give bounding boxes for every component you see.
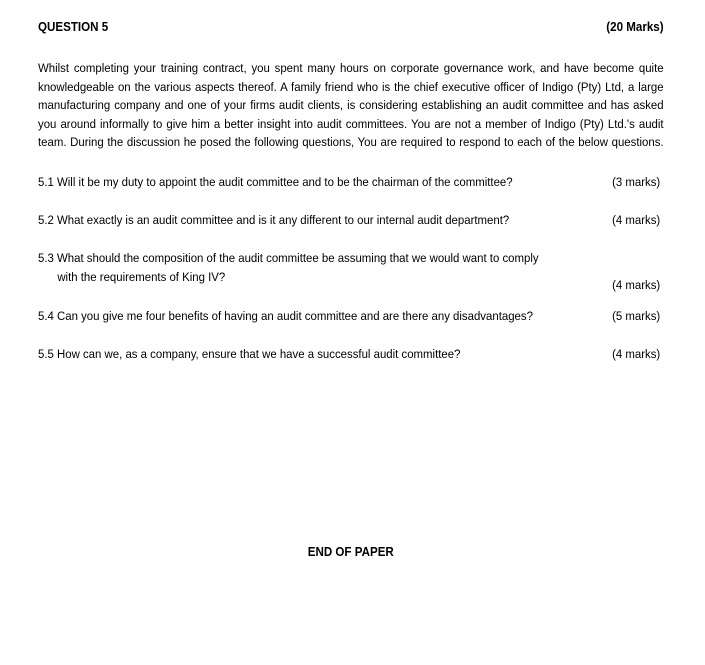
subquestion-5-4	[38, 307, 664, 326]
subquestion-text: 5.4 Can you give me four benefits of having an audit committee and are there any disadvantages?	[38, 309, 533, 323]
exam-page	[38, 0, 664, 665]
subquestion-marks: (3 marks)	[612, 175, 661, 189]
scenario-line: team. During the discussion he posed the following questions, You are required to respond to each of the below questions.	[38, 135, 664, 150]
subquestion-5-3	[38, 249, 664, 292]
subquestion-marks: (4 marks)	[612, 347, 661, 361]
subquestion-continuation: with the requirements of King IV?	[57, 269, 226, 284]
subquestion-5-2	[38, 211, 664, 230]
subquestion-text: 5.2 What exactly is an audit committee and is it any different to our internal audit department?	[38, 213, 510, 227]
question-title: QUESTION 5	[38, 20, 109, 34]
end-of-paper	[38, 545, 664, 559]
scenario-paragraph	[38, 59, 664, 152]
subquestion-text: 5.5 How can we, as a company, ensure that we have a successful audit committee?	[38, 347, 461, 361]
scenario-line: manufacturing company and one of your firms audit clients, is considering establishing an audit committee and has asked	[38, 98, 664, 113]
subquestion-text: 5.3 What should the composition of the audit committee be assuming that we would want to comply	[38, 251, 539, 265]
total-marks: (20 Marks)	[606, 20, 664, 34]
subquestion-marks: (4 marks)	[612, 277, 661, 292]
subquestion-marks: (5 marks)	[612, 309, 661, 323]
question-header	[38, 20, 664, 34]
scenario-line: you around informally to give him a better insight into audit committees. You are not a member of Indigo (Pty) Ltd.'s audit	[38, 116, 664, 131]
subquestion-marks: (4 marks)	[612, 213, 661, 227]
scenario-line: knowledgeable on the various aspects thereof. A family friend who is the chief executive officer of Indigo (Pty) Ltd, a large	[38, 79, 664, 94]
end-of-paper-text: END OF PAPER	[307, 545, 395, 559]
subquestion-5-1	[38, 173, 664, 192]
subquestion-5-5	[38, 345, 664, 364]
subquestion-text: 5.1 Will it be my duty to appoint the audit committee and to be the chairman of the committee?	[38, 175, 513, 189]
scenario-line: Whilst completing your training contract, you spent many hours on corporate governance work, and have become quite	[38, 61, 664, 75]
